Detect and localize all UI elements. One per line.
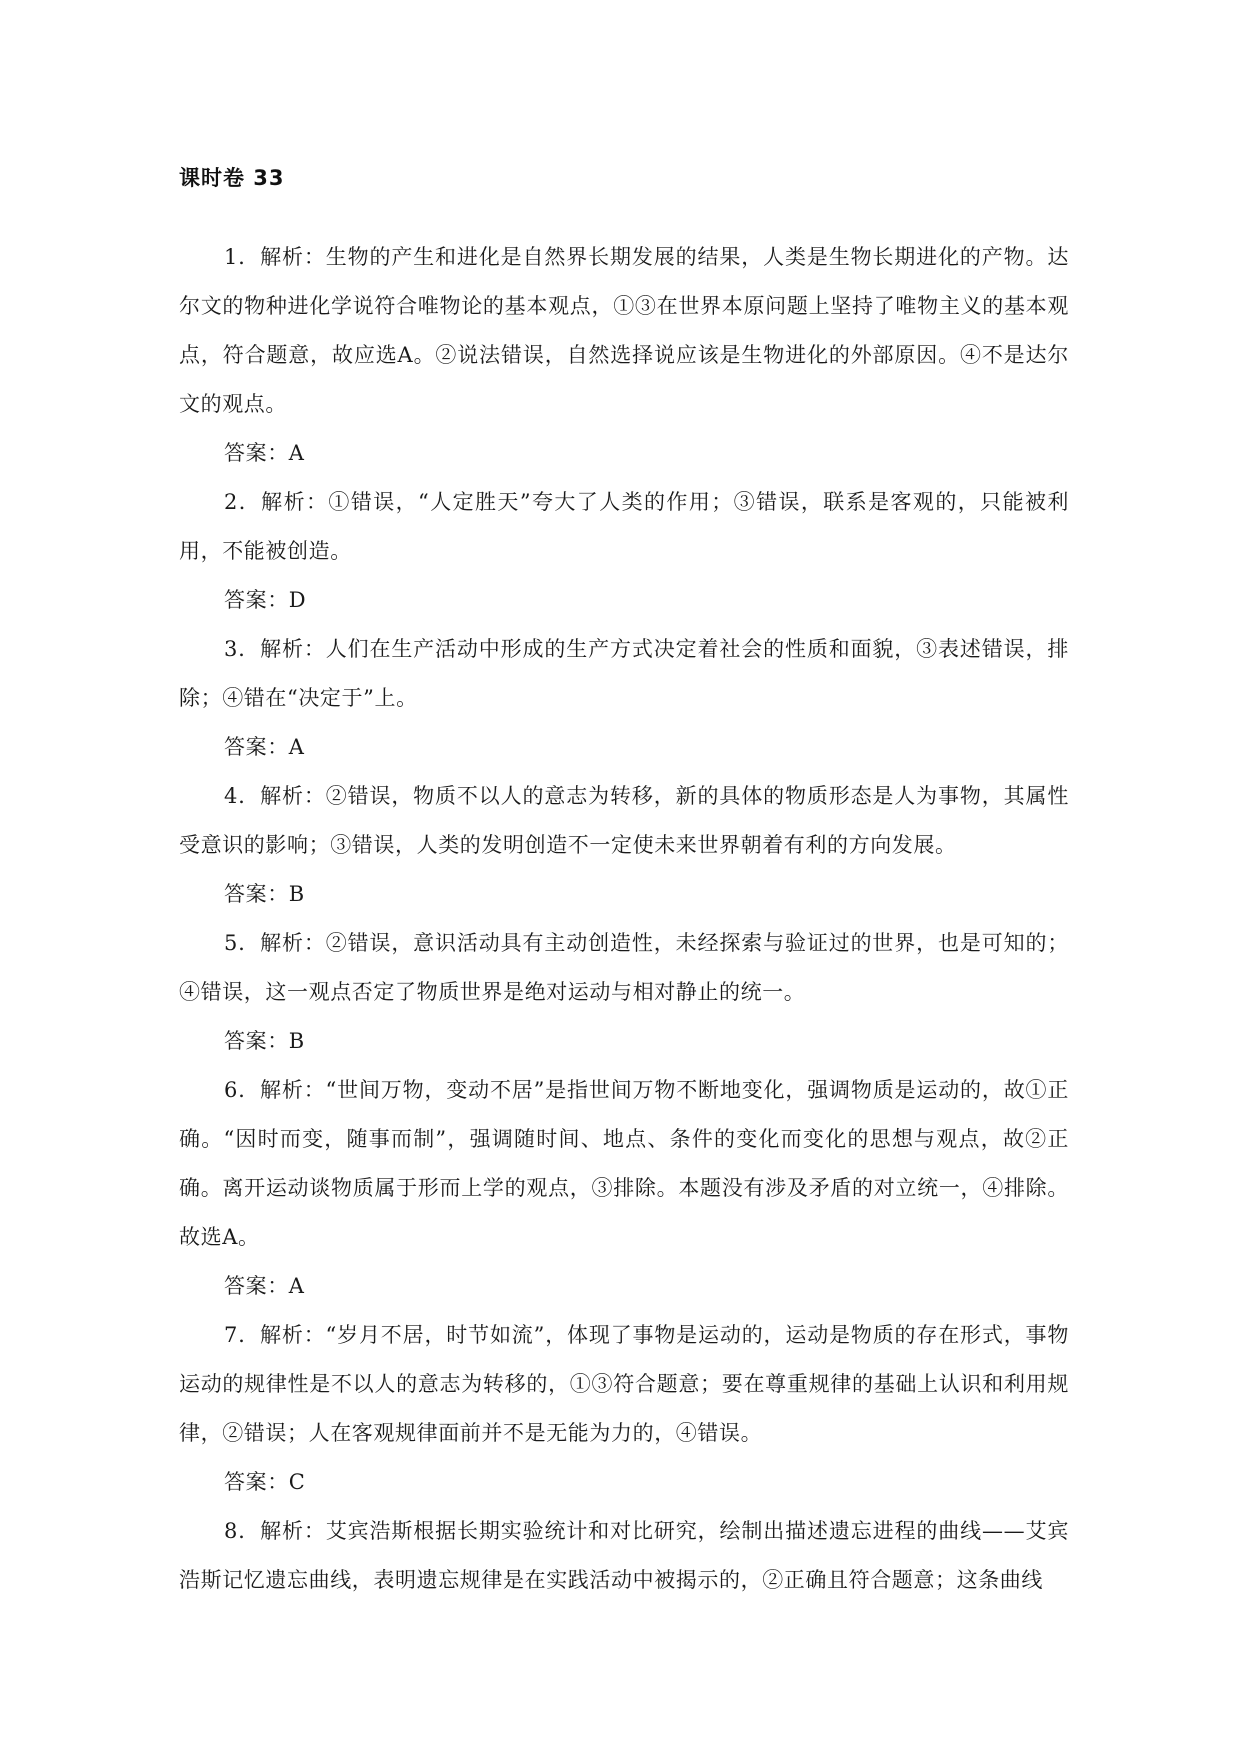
document-title: 课时卷 33 bbox=[179, 166, 285, 190]
answer-line-2: 答案：D bbox=[224, 588, 307, 612]
analysis-paragraph-3: 3．解析：人们在生产活动中形成的生产方式决定着社会的性质和面貌，③表述错误，排除；④错在“决定于”上。 bbox=[179, 637, 1069, 710]
analysis-paragraph-6: 6．解析：“世间万物，变动不居”是指世间万物不断地变化，强调物质是运动的，故①正确。“因时而变，随事而制”，强调随时间、地点、条件的变化而变化的思想与观点，故②正确。离开运动谈物质属于形而上学的观点，③排除。本题没有涉及矛盾的对立统一，④排除。故选A。 bbox=[179, 1078, 1069, 1249]
answer-line-6: 答案：A bbox=[224, 1274, 305, 1298]
answer-line-4: 答案：B bbox=[224, 882, 305, 906]
analysis-paragraph-4: 4．解析：②错误，物质不以人的意志为转移，新的具体的物质形态是人为事物，其属性受意识的影响；③错误，人类的发明创造不一定使未来世界朝着有利的方向发展。 bbox=[179, 784, 1069, 857]
document-body bbox=[179, 233, 1069, 1605]
analysis-paragraph-5: 5．解析：②错误，意识活动具有主动创造性，未经探索与验证过的世界，也是可知的；④错误，这一观点否定了物质世界是绝对运动与相对静止的统一。 bbox=[179, 931, 1069, 1004]
answer-line-5: 答案：B bbox=[224, 1029, 305, 1053]
analysis-paragraph-8: 8．解析：艾宾浩斯根据长期实验统计和对比研究，绘制出描述遗忘进程的曲线——艾宾浩斯记忆遗忘曲线，表明遗忘规律是在实践活动中被揭示的，②正确且符合题意；这条曲线 bbox=[179, 1519, 1069, 1592]
answer-line-3: 答案：A bbox=[224, 735, 305, 759]
analysis-paragraph-2: 2．解析：①错误，“人定胜天”夸大了人类的作用；③错误，联系是客观的，只能被利用，不能被创造。 bbox=[179, 490, 1069, 563]
analysis-paragraph-7: 7．解析：“岁月不居，时节如流”，体现了事物是运动的，运动是物质的存在形式，事物运动的规律性是不以人的意志为转移的，①③符合题意；要在尊重规律的基础上认识和利用规律，②错误；人在客观规律面前并不是无能为力的，④错误。 bbox=[179, 1323, 1069, 1445]
analysis-paragraph-1: 1．解析：生物的产生和进化是自然界长期发展的结果，人类是生物长期进化的产物。达尔文的物种进化学说符合唯物论的基本观点，①③在世界本原问题上坚持了唯物主义的基本观点，符合题意，故应选A。②说法错误，自然选择说应该是生物进化的外部原因。④不是达尔文的观点。 bbox=[179, 245, 1069, 416]
answer-line-1: 答案：A bbox=[224, 441, 305, 465]
answer-line-7: 答案：C bbox=[224, 1470, 306, 1494]
